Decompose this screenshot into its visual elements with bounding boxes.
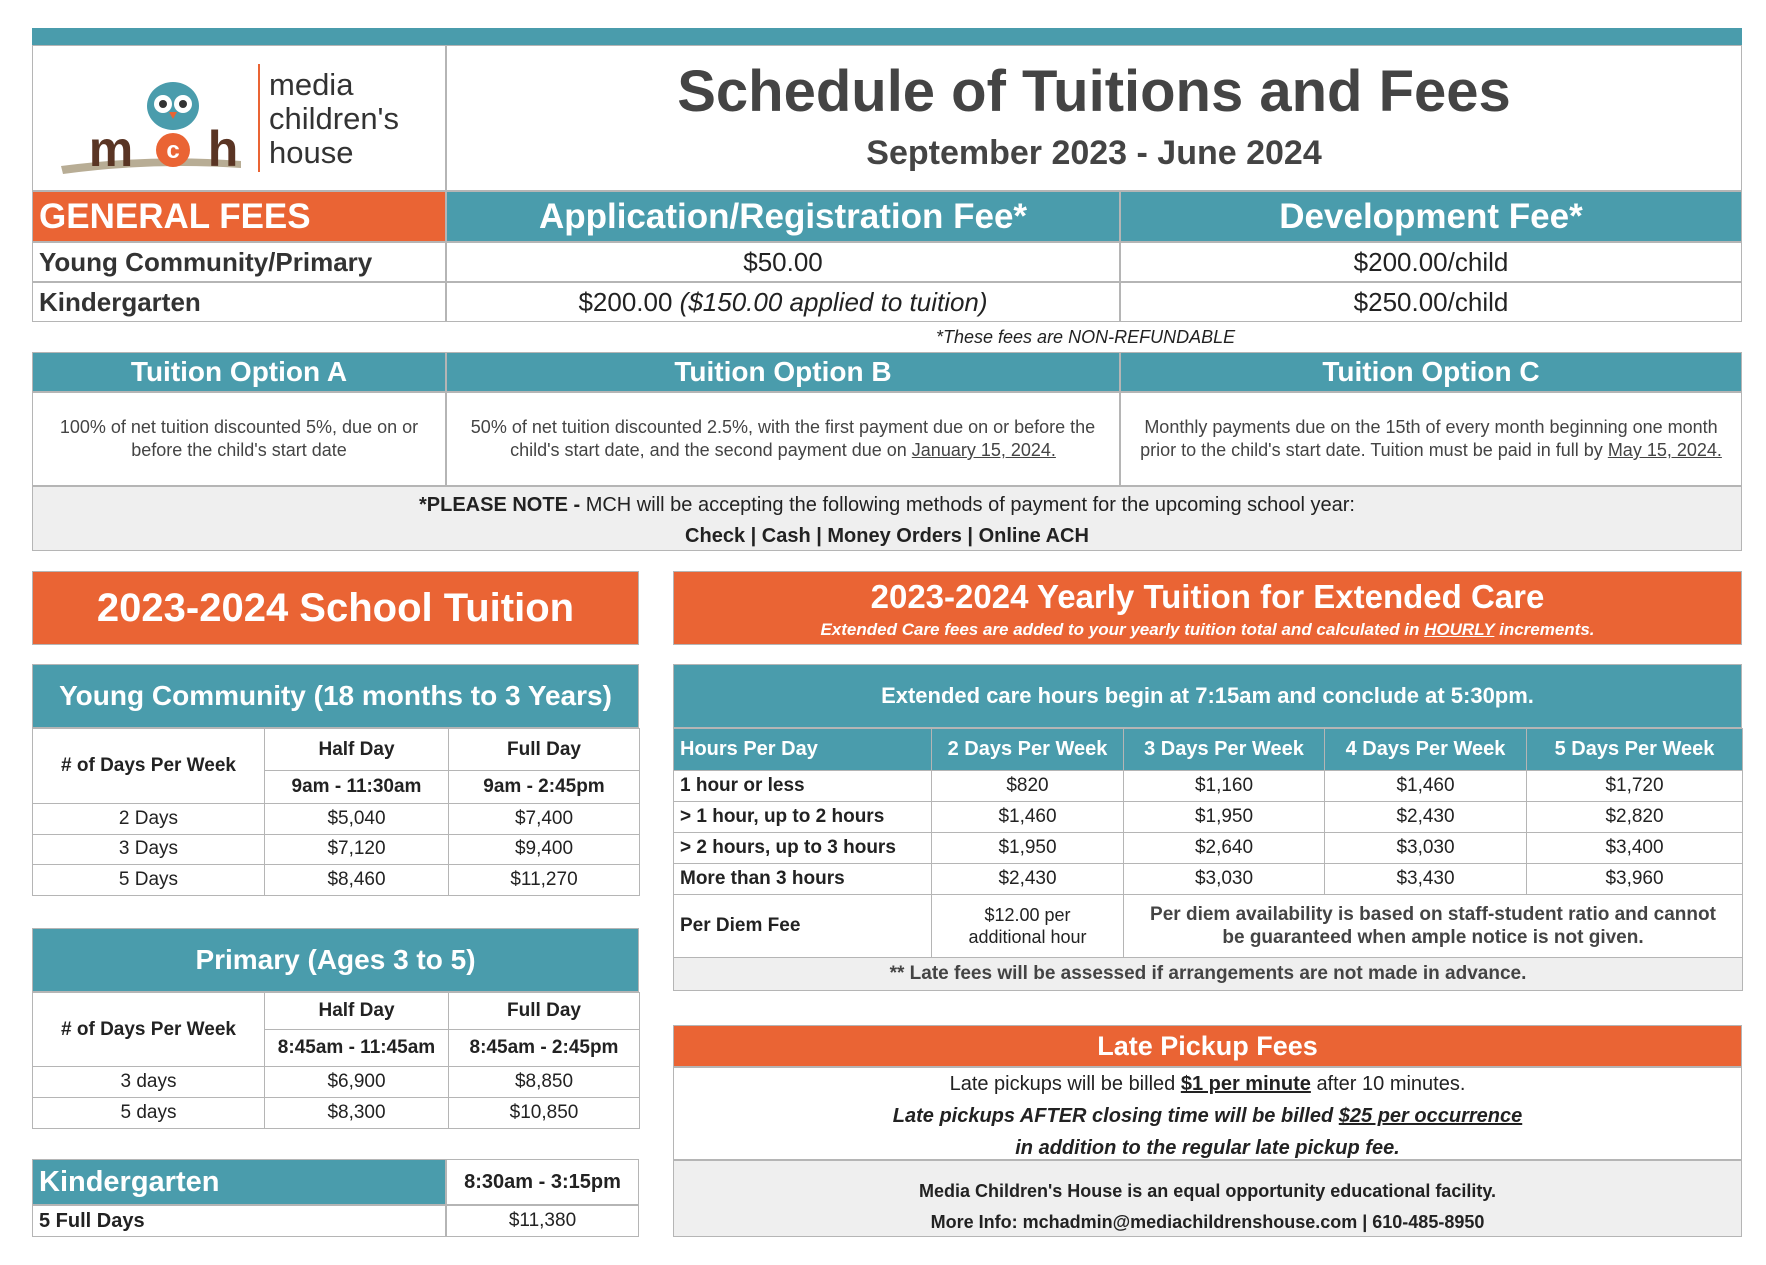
ext-row-3-v4: $3,400 xyxy=(1527,833,1743,864)
kinder-title: Kindergarten xyxy=(32,1159,446,1205)
school-tuition-title: 2023-2024 School Tuition xyxy=(32,571,639,645)
ext-row-4-v2: $3,030 xyxy=(1124,864,1325,895)
svg-text:h: h xyxy=(207,121,239,177)
per-diem-label: Per Diem Fee xyxy=(674,895,932,958)
ext-row-1-label: 1 hour or less xyxy=(674,771,932,802)
page-subtitle: September 2023 - June 2024 xyxy=(866,134,1322,172)
extended-hours-note: Extended care hours begin at 7:15am and conclude at 5:30pm. xyxy=(673,664,1742,728)
option-c-date: May 15, 2024. xyxy=(1607,440,1722,460)
kinder-time: 8:30am - 3:15pm xyxy=(446,1159,639,1205)
ext-row-1-v3: $1,460 xyxy=(1325,771,1527,802)
extended-table xyxy=(673,728,1742,984)
primary-half-time: 8:45am - 11:45am xyxy=(265,1030,449,1067)
ext-header-2: 3 Days Per Week xyxy=(1124,729,1325,771)
table-row xyxy=(33,834,640,865)
footer-line-1: Media Children's House is an equal opportunity educational facility. xyxy=(918,1181,1497,1201)
young-row-2-full: $9,400 xyxy=(449,834,640,865)
ext-row-3-v2: $2,640 xyxy=(1124,833,1325,864)
kinder-row-label: 5 Full Days xyxy=(32,1205,446,1237)
payment-methods: Check | Cash | Money Orders | Online ACH xyxy=(685,525,1089,547)
fee-row-1-app-value: $50.00 xyxy=(743,246,823,277)
option-c-text: Monthly payments due on the 15th of every month beginning one month prior to the child's start date. Tuition must be paid in full by xyxy=(1140,417,1718,460)
logo-line-3: house xyxy=(269,135,354,170)
young-row-3-days: 5 Days xyxy=(33,865,265,896)
ext-row-4-v3: $3,430 xyxy=(1325,864,1527,895)
per-diem-row xyxy=(674,895,1743,958)
option-a-text: 100% of net tuition discounted 5%, due on or before the child's start date xyxy=(32,392,446,486)
ext-row-4-v1: $2,430 xyxy=(932,864,1124,895)
option-c-title: Tuition Option C xyxy=(1120,352,1742,392)
late-fees-note: ** Late fees will be assessed if arrangements are not made in advance. xyxy=(674,958,1743,991)
footer-line-2: More Info: mchadmin@mediachildrenshouse.com | 610-485-8950 xyxy=(930,1212,1485,1232)
young-row-1-half: $5,040 xyxy=(265,804,449,835)
young-row-3-half: $8,460 xyxy=(265,865,449,896)
young-row-2-days: 3 Days xyxy=(33,834,265,865)
table-row xyxy=(674,802,1743,833)
young-row-1-days: 2 Days xyxy=(33,804,265,835)
ext-row-3-v3: $3,030 xyxy=(1325,833,1527,864)
young-community-table xyxy=(32,728,639,896)
primary-full-time: 8:45am - 2:45pm xyxy=(449,1030,640,1067)
fee-row-2-app xyxy=(446,282,1120,322)
fee-row-2-app-value: $200.00 xyxy=(578,286,673,317)
top-bar xyxy=(32,28,1742,45)
option-b-title: Tuition Option B xyxy=(446,352,1120,392)
logo-box xyxy=(32,45,446,191)
dev-fee-header: Development Fee* xyxy=(1120,191,1742,242)
payment-note xyxy=(32,486,1742,551)
primary-row-1-full: $8,850 xyxy=(449,1067,640,1098)
table-row xyxy=(33,1098,640,1129)
young-full-time: 9am - 2:45pm xyxy=(449,771,640,804)
table-row xyxy=(674,771,1743,802)
kinder-price: $11,380 xyxy=(446,1205,639,1237)
late-line3: in addition to the regular late pickup fee. xyxy=(1015,1137,1400,1159)
footer-box xyxy=(673,1160,1742,1237)
young-community-title: Young Community (18 months to 3 Years) xyxy=(32,664,639,728)
page-title: Schedule of Tuitions and Fees xyxy=(677,59,1511,124)
primary-title: Primary (Ages 3 to 5) xyxy=(32,928,639,992)
payment-note-text: MCH will be accepting the following methods of payment for the upcoming school year: xyxy=(585,494,1355,516)
extended-sub-under: HOURLY xyxy=(1424,620,1495,639)
per-diem-price-line-1: $12.00 per xyxy=(984,905,1071,925)
logo-text xyxy=(269,68,399,170)
logo-line-2: children's xyxy=(269,101,399,136)
extended-title-box xyxy=(673,571,1742,645)
payment-note-lead: *PLEASE NOTE - xyxy=(419,494,581,516)
ext-row-3-v1: $1,950 xyxy=(932,833,1124,864)
ext-row-2-v2: $1,950 xyxy=(1124,802,1325,833)
primary-row-2-full: $10,850 xyxy=(449,1098,640,1129)
young-half-header: Half Day xyxy=(265,729,449,771)
extended-sub-after: increments. xyxy=(1499,620,1595,639)
young-days-header: # of Days Per Week xyxy=(33,729,265,804)
logo-line-1: media xyxy=(269,67,354,102)
general-fees-label: GENERAL FEES xyxy=(32,191,446,242)
fees-footnote: *These fees are NON-REFUNDABLE xyxy=(936,327,1236,347)
option-a-title: Tuition Option A xyxy=(32,352,446,392)
title-box xyxy=(446,45,1742,191)
extended-subtitle xyxy=(674,620,1741,640)
primary-days-header: # of Days Per Week xyxy=(33,993,265,1067)
late-line2-before: Late pickups AFTER closing time will be billed xyxy=(892,1105,1334,1127)
fee-row-1-name: Young Community/Primary xyxy=(32,242,446,282)
late-line2-amount: $25 per occurrence xyxy=(1338,1105,1523,1127)
fee-row-2-dev: $250.00/child xyxy=(1120,282,1742,322)
primary-table xyxy=(32,992,639,1129)
option-b-box xyxy=(446,392,1120,486)
logo-divider xyxy=(258,64,260,172)
primary-row-1-days: 3 days xyxy=(33,1067,265,1098)
late-line1-amount: $1 per minute xyxy=(1180,1073,1311,1095)
per-diem-note: Per diem availability is based on staff-student ratio and cannot be guaranteed when ample notice is not given. xyxy=(1124,895,1743,958)
table-row xyxy=(33,1067,640,1098)
app-fee-header: Application/Registration Fee* xyxy=(446,191,1120,242)
primary-row-2-half: $8,300 xyxy=(265,1098,449,1129)
primary-row-2-days: 5 days xyxy=(33,1098,265,1129)
extended-sub-before: Extended Care fees are added to your yearly tuition total and calculated in xyxy=(820,620,1420,639)
ext-header-3: 4 Days Per Week xyxy=(1325,729,1527,771)
ext-row-1-v4: $1,720 xyxy=(1527,771,1743,802)
svg-text:c: c xyxy=(166,137,180,164)
table-row xyxy=(33,804,640,835)
ext-row-4-label: More than 3 hours xyxy=(674,864,932,895)
ext-header-1: 2 Days Per Week xyxy=(932,729,1124,771)
ext-row-4-v4: $3,960 xyxy=(1527,864,1743,895)
fee-row-1-app xyxy=(446,242,1120,282)
table-row xyxy=(33,865,640,896)
ext-row-2-label: > 1 hour, up to 2 hours xyxy=(674,802,932,833)
option-b-text: 50% of net tuition discounted 2.5%, with the first payment due on or before the child's start date, and the second payment due on xyxy=(470,417,1096,460)
ext-row-2-v3: $2,430 xyxy=(1325,802,1527,833)
table-row xyxy=(674,864,1743,895)
ext-header-0: Hours Per Day xyxy=(674,729,932,771)
ext-row-1-v1: $820 xyxy=(932,771,1124,802)
table-row xyxy=(674,833,1743,864)
option-c-box xyxy=(1120,392,1742,486)
late-pickup-body xyxy=(673,1067,1742,1160)
fee-row-1-dev: $200.00/child xyxy=(1120,242,1742,282)
late-line1-before: Late pickups will be billed xyxy=(949,1073,1176,1095)
young-row-2-half: $7,120 xyxy=(265,834,449,865)
late-pickup-title: Late Pickup Fees xyxy=(673,1025,1742,1067)
primary-full-header: Full Day xyxy=(449,993,640,1030)
fee-row-2-app-note: ($150.00 applied to tuition) xyxy=(679,286,988,317)
ext-header-4: 5 Days Per Week xyxy=(1527,729,1743,771)
young-half-time: 9am - 11:30am xyxy=(265,771,449,804)
extended-title: 2023-2024 Yearly Tuition for Extended Care xyxy=(870,578,1545,615)
svg-text:m: m xyxy=(88,121,134,177)
young-row-3-full: $11,270 xyxy=(449,865,640,896)
per-diem-price xyxy=(932,895,1124,958)
primary-row-1-half: $6,900 xyxy=(265,1067,449,1098)
ext-row-3-label: > 2 hours, up to 3 hours xyxy=(674,833,932,864)
ext-row-2-v4: $2,820 xyxy=(1527,802,1743,833)
fee-row-2-name: Kindergarten xyxy=(32,282,446,322)
owl-logo-icon xyxy=(51,66,251,186)
late-line1-after: after 10 minutes. xyxy=(1316,1073,1466,1095)
young-row-1-full: $7,400 xyxy=(449,804,640,835)
per-diem-price-line-2: additional hour xyxy=(968,927,1087,947)
ext-row-1-v2: $1,160 xyxy=(1124,771,1325,802)
option-b-date: January 15, 2024. xyxy=(911,440,1056,460)
young-full-header: Full Day xyxy=(449,729,640,771)
ext-row-2-v1: $1,460 xyxy=(932,802,1124,833)
primary-half-header: Half Day xyxy=(265,993,449,1030)
